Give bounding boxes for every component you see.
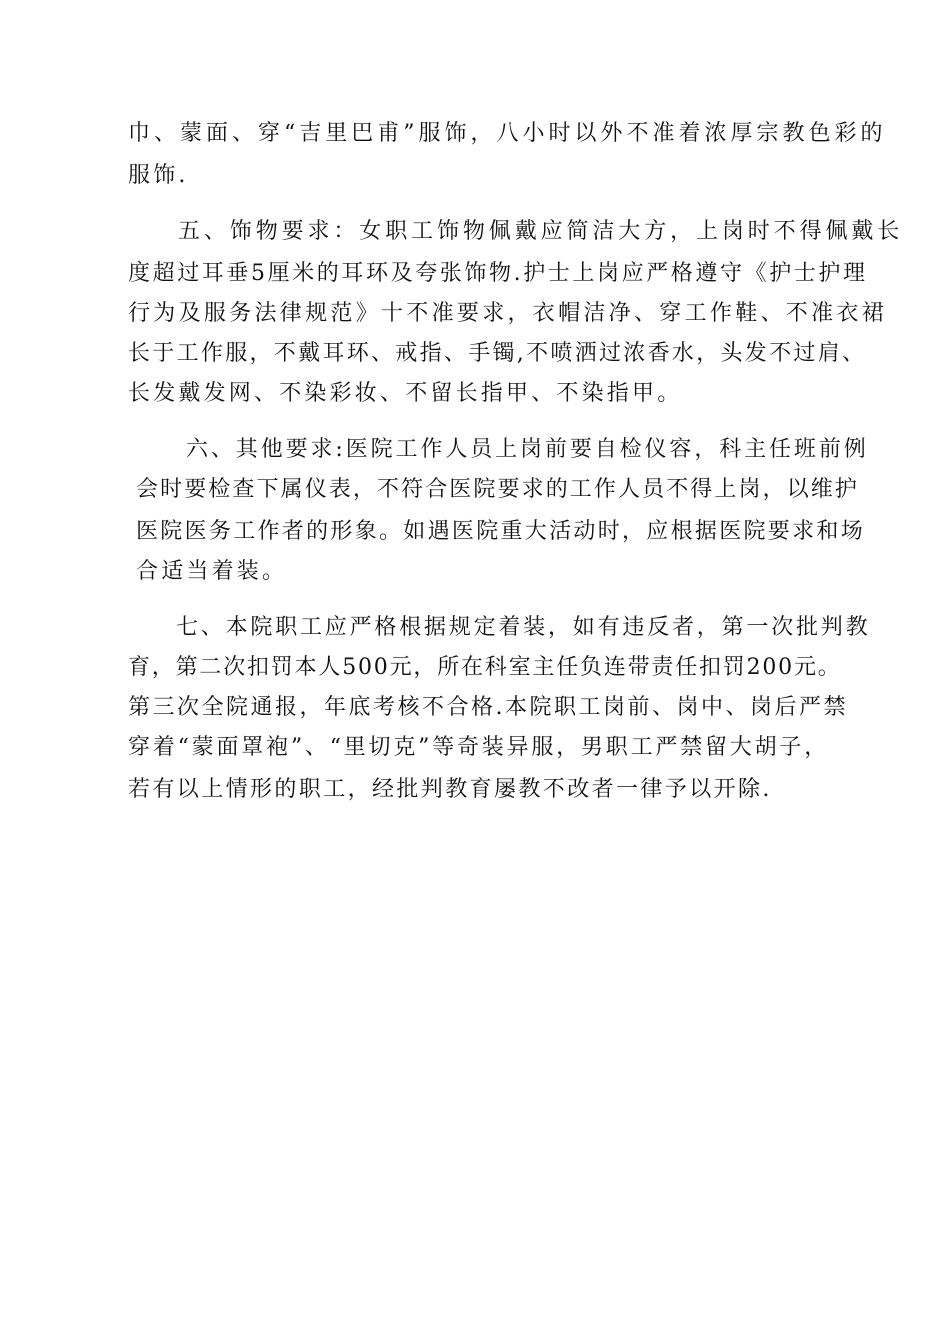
text-line: 穿着“蒙面罩袍”、“里切克”等奇装异服，男职工严禁留大胡子， [128, 735, 829, 760]
text-line: 第三次全院通报，年底考核不合格.本院职工岗前、岗中、岗后严禁 [128, 695, 848, 720]
text-line: 长发戴发网、不染彩妆、不留长指甲、不染指甲。 [128, 381, 683, 406]
text-line: 服饰. [128, 163, 189, 188]
text-line: 五、饰物要求：女职工饰物佩戴应简洁大方，上岗时不得佩戴长 [178, 219, 904, 244]
text-line: 行为及服务法律规范》十不准要求，衣帽洁净、穿工作鞋、不准衣裙 [128, 301, 888, 326]
text-line: 度超过耳垂5厘米的耳环及夸张饰物.护士上岗应严格遵守《护士护理 [128, 261, 868, 286]
text-line: 医院医务工作者的形象。如遇医院重大活动时，应根据医院要求和场 [136, 519, 866, 544]
text-line: 若有以上情形的职工，经批判教育屡教不改者一律予以开除. [128, 777, 772, 802]
text-line: 长于工作服，不戴耳环、戒指、手镯,不喷洒过浓香水，头发不过肩、 [128, 341, 867, 366]
text-line: 巾、蒙面、穿“吉里巴甫”服饰，八小时以外不准着浓厚宗教色彩的 [128, 121, 887, 146]
text-line: 会时要检查下属仪表，不符合医院要求的工作人员不得上岗，以维护 [136, 477, 860, 502]
text-line: 七、本院职工应严格根据规定着装，如有违反者，第一次批判教 [176, 615, 871, 640]
text-line: 合适当着装。 [136, 559, 288, 584]
text-line: 六、其他要求:医院工作人员上岗前要自检仪容，科主任班前例 [186, 437, 869, 462]
text-line: 育，第二次扣罚本人500元，所在科室主任负连带责任扣罚200元。 [128, 655, 842, 680]
